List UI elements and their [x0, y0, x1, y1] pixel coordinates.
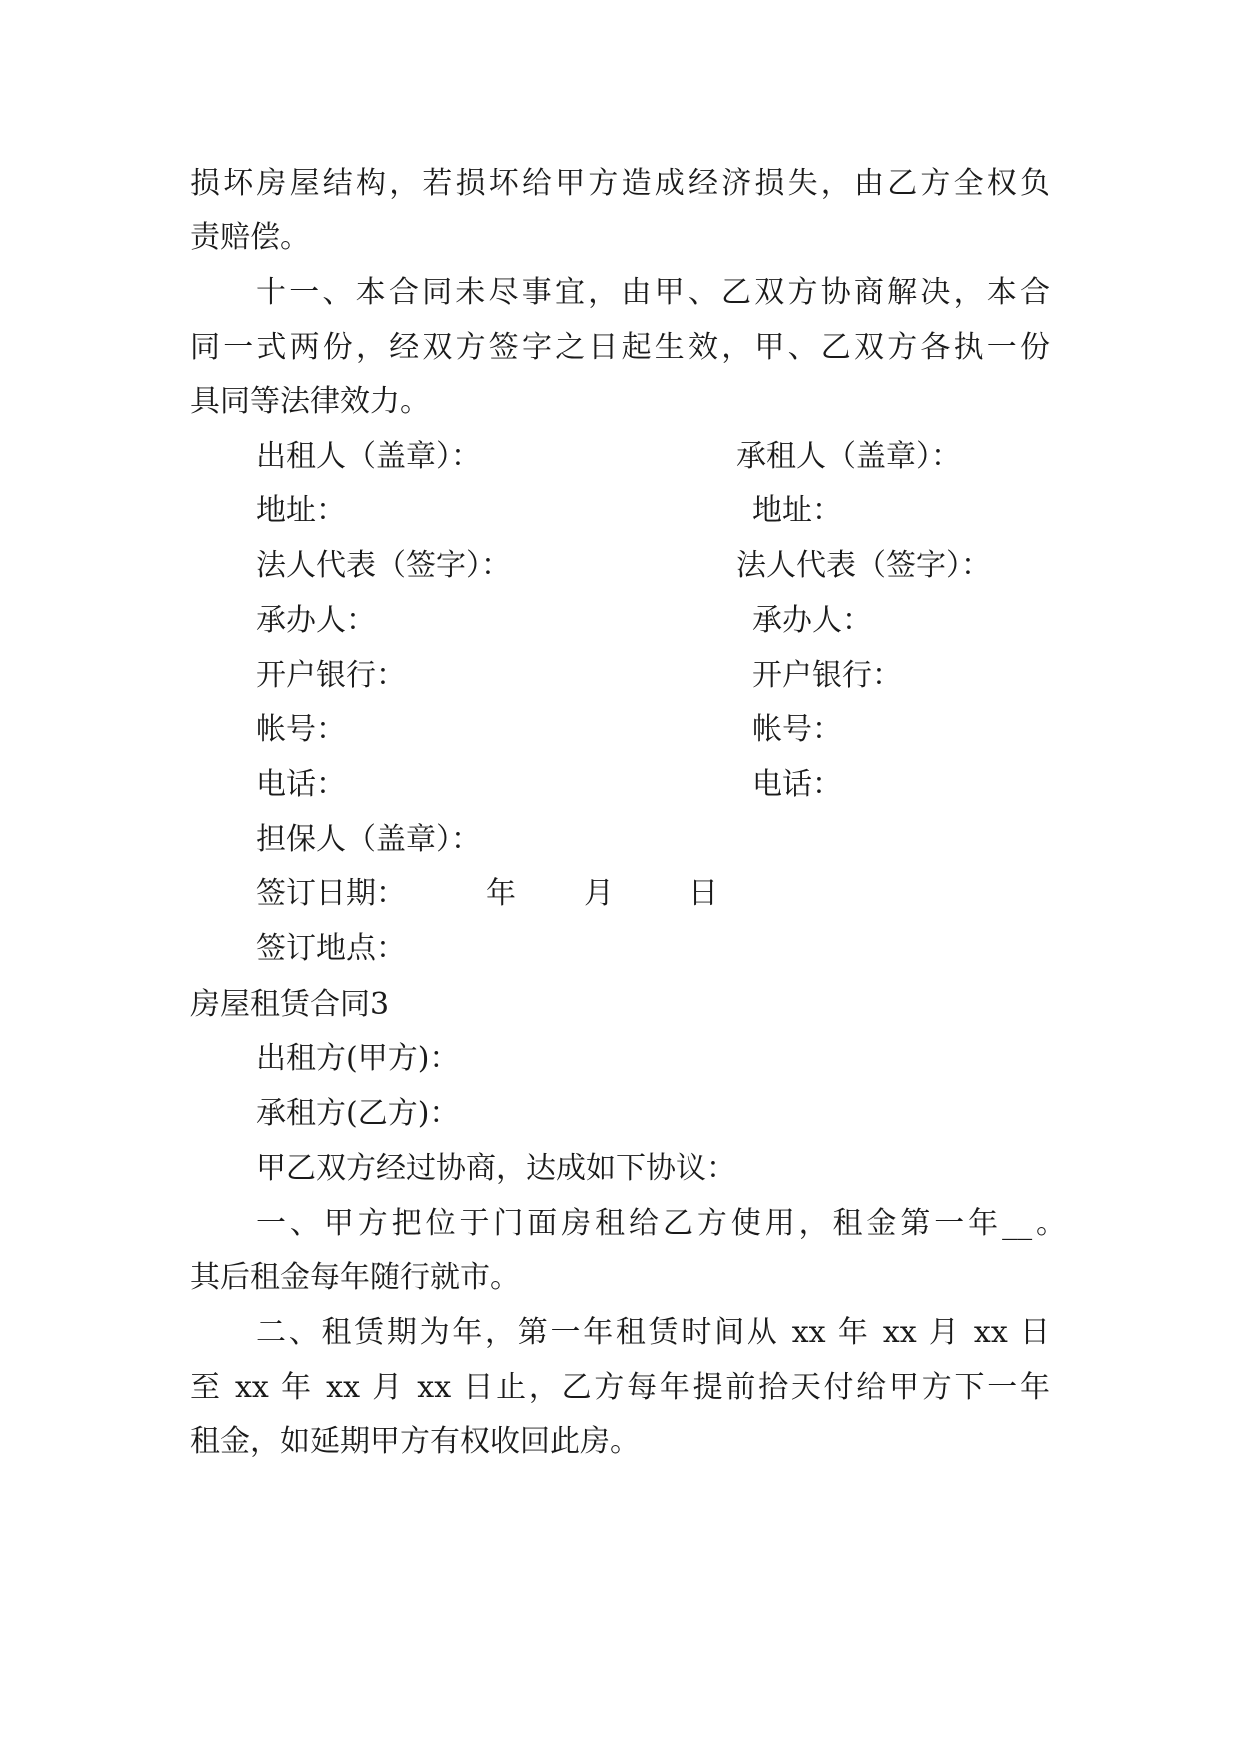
clause-1-line: 一、甲方把位于门面房租给乙方使用，租金第一年__。: [256, 1206, 1066, 1241]
signing-date-label: 签订日期：: [256, 876, 406, 911]
signing-date-year: 年: [486, 876, 516, 911]
clause-11-line: 同一式两份，经双方签字之日起生效，甲、乙双方各执一份: [190, 330, 1050, 365]
lessee-legal-rep-label: 法人代表（签字）：: [736, 548, 991, 583]
lessor-handler-label: 承办人：: [256, 603, 376, 638]
party-a-label: 出租方(甲方)：: [256, 1041, 460, 1076]
lessor-address-label: 地址：: [256, 493, 346, 528]
lessee-handler-label: 承办人：: [752, 603, 872, 638]
lessor-bank-label: 开户银行：: [256, 658, 406, 693]
guarantor-seal-label: 担保人（盖章）：: [256, 822, 481, 857]
lessee-address-label: 地址：: [752, 493, 842, 528]
lessee-bank-label: 开户银行：: [752, 658, 902, 693]
lessee-seal-label: 承租人（盖章）：: [736, 439, 961, 474]
lessee-phone-label: 电话：: [752, 767, 842, 802]
signing-place-label: 签订地点：: [256, 931, 406, 966]
clause-11-line: 具同等法律效力。: [190, 384, 430, 419]
clause-2-line: 至 xx 年 xx 月 xx 日止，乙方每年提前拾天付给甲方下一年: [190, 1370, 1050, 1405]
clause-1-line: 其后租金每年随行就市。: [190, 1260, 520, 1295]
signing-date-day: 日: [688, 876, 718, 911]
paragraph-line: 责赔偿。: [190, 220, 310, 255]
clause-2-line: 二、租赁期为年，第一年租赁时间从 xx 年 xx 月 xx 日: [256, 1315, 1050, 1350]
clause-11-line: 十一、本合同未尽事宜，由甲、乙双方协商解决，本合: [256, 275, 1050, 310]
paragraph-line: 损坏房屋结构，若损坏给甲方造成经济损失，由乙方全权负: [190, 166, 1050, 201]
party-b-label: 承租方(乙方)：: [256, 1096, 460, 1131]
lessee-account-label: 帐号：: [752, 712, 842, 747]
lessor-phone-label: 电话：: [256, 767, 346, 802]
signing-date-month: 月: [584, 876, 614, 911]
section-title: 房屋租赁合同3: [190, 987, 390, 1022]
agreement-intro: 甲乙双方经过协商，达成如下协议：: [256, 1151, 736, 1186]
lessor-account-label: 帐号：: [256, 712, 346, 747]
lessor-legal-rep-label: 法人代表（签字）：: [256, 548, 511, 583]
clause-2-line: 租金，如延期甲方有权收回此房。: [190, 1424, 640, 1459]
lessor-seal-label: 出租人（盖章）：: [256, 439, 481, 474]
